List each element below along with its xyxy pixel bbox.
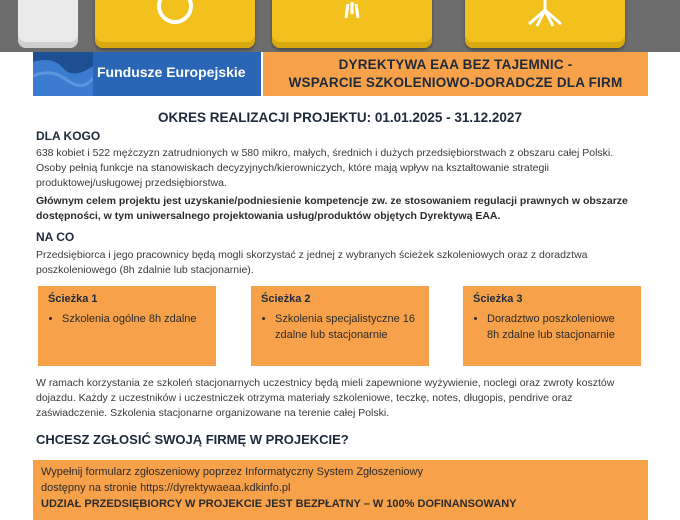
path-title: Ścieżka 3 bbox=[473, 293, 523, 305]
accessibility-figure-icon bbox=[515, 0, 575, 30]
path-item-line-1: Szkolenia specjalistyczne 16 bbox=[275, 313, 416, 325]
keyboard-key bbox=[465, 0, 625, 48]
person-icon bbox=[332, 0, 372, 30]
path-item-line-1: Szkolenia ogólne 8h zdalne bbox=[62, 313, 197, 325]
for-whom-text-3: produktowej/usługowej przedsiębiorstwa. bbox=[36, 177, 227, 189]
free-participation-note: UDZIAŁ PRZEDSIĘBIORCY W PROJEKCIE JEST BEZPŁATNY – W 100% DOFINANSOWANY bbox=[41, 498, 517, 510]
path-card bbox=[38, 286, 216, 366]
path-card bbox=[251, 286, 429, 366]
path-item-line-2: 8h zdalne lub stacjonarnie bbox=[487, 329, 615, 341]
signup-box bbox=[33, 460, 648, 520]
path-item-line-2: zdalne lub stacjonarnie bbox=[275, 329, 388, 341]
project-goal-2: dostępności, w tym uniwersalnego projektowania usług/produktów objętych Dyrektywą EAA. bbox=[36, 210, 501, 222]
title-line-1: DYREKTYWA EAA BEZ TAJEMNIC - bbox=[338, 57, 573, 72]
keyboard-key bbox=[95, 0, 255, 48]
for-whom-heading: DLA KOGO bbox=[36, 129, 101, 143]
what-heading: NA CO bbox=[36, 230, 75, 244]
path-item bbox=[487, 311, 631, 343]
title-line-2: WSPARCIE SZKOLENIOWO-DORADCZE DLA FIRM bbox=[288, 75, 623, 90]
fe-logo-text: Fundusze Europejskie bbox=[97, 64, 246, 80]
info-text-3: zaświadczenie. Szkolenia stacjonarne organizowane na terenie całej Polski. bbox=[36, 407, 390, 419]
keyboard-key bbox=[272, 0, 432, 48]
signup-question: CHCESZ ZGŁOSIĆ SWOJĄ FIRMĘ W PROJEKCIE? bbox=[36, 432, 349, 447]
eu-flag-icon bbox=[33, 52, 93, 96]
signup-link[interactable]: dostępny na stronie https://dyrektywaeaa.kdkinfo.pl bbox=[41, 482, 291, 494]
project-title bbox=[263, 52, 648, 96]
for-whom-text-1: 638 kobiet i 522 mężczyzn zatrudnionych w 580 mikro, małych, średnich i dużych przedsiębiorstwach z obszaru całej Polski. bbox=[36, 147, 614, 159]
path-card bbox=[463, 286, 641, 366]
keyboard-key bbox=[18, 0, 78, 48]
path-item-line-1: Doradztwo poszkoleniowe bbox=[487, 313, 615, 325]
info-text-2: dojazdu. Każdy z uczestników i uczestniczek otrzyma materiały szkoleniowe, teczkę, notes, długopis, pendrive oraz bbox=[36, 392, 573, 404]
for-whom-text-2: Osoby pełnią funkcje na stanowiskach decyzyjnych/kierowniczych, które mają wpływ na kształtowanie strategii bbox=[36, 162, 549, 174]
accessibility-circle-icon bbox=[155, 0, 195, 30]
path-item bbox=[275, 311, 419, 343]
path-title: Ścieżka 1 bbox=[48, 293, 98, 305]
project-period: OKRES REALIZACJI PROJEKTU: 01.01.2025 - 31.12.2027 bbox=[158, 110, 522, 125]
path-title: Ścieżka 2 bbox=[261, 293, 311, 305]
what-text-1: Przedsiębiorca i jego pracownicy będą mogli skorzystać z jednej z wybranych ścieżek szkoleniowych oraz z doradztwa bbox=[36, 249, 588, 261]
signup-text-1: Wypełnij formularz zgłoszeniowy poprzez Informatyczny System Zgłoszeniowy bbox=[41, 466, 423, 478]
what-text-2: poszkoleniowego (8h zdalnie lub stacjonarnie). bbox=[36, 264, 254, 276]
project-goal-1: Głównym celem projektu jest uzyskanie/podniesienie kompetencje zw. ze stosowaniem regulacji prawnych w obszarze bbox=[36, 195, 628, 207]
info-text-1: W ramach korzystania ze szkoleń stacjonarnych uczestnicy będą mieli zapewnione wyżywienie, noclegi oraz zwroty kosztów bbox=[36, 377, 615, 389]
hero-keyboard-image bbox=[0, 0, 680, 52]
path-item bbox=[62, 311, 206, 327]
fundusze-europejskie-logo bbox=[33, 52, 261, 96]
